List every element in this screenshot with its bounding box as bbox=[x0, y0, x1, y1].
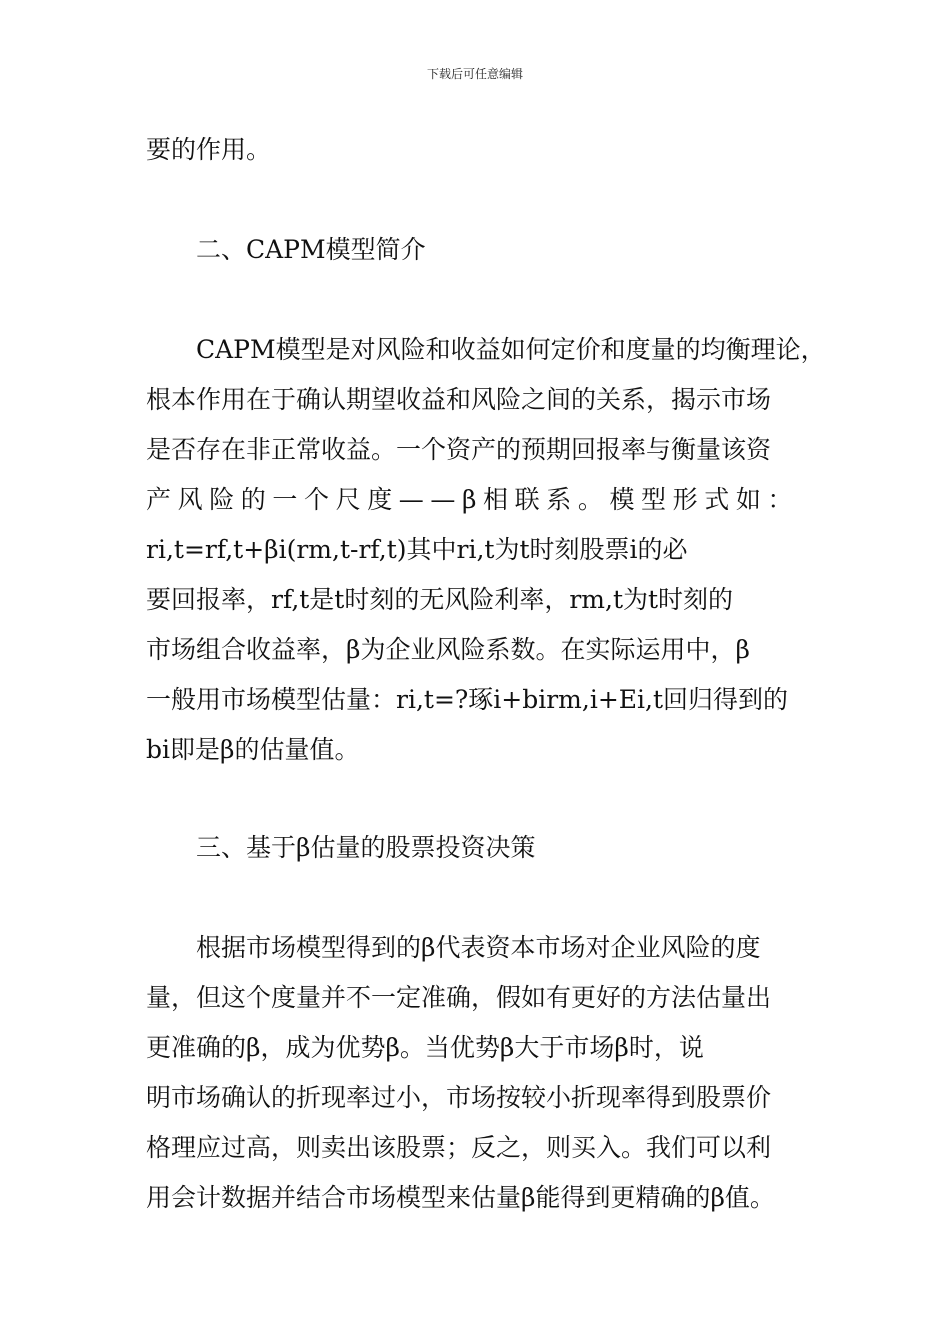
paragraph-line: 根据市场模型得到的β代表资本市场对企业风险的度 bbox=[196, 933, 761, 962]
paragraph-line: bi即是β的估量值。 bbox=[146, 735, 360, 764]
paragraph-line: 明市场确认的折现率过小，市场按较小折现率得到股票价 bbox=[146, 1083, 772, 1112]
section-heading: 二、CAPM模型简介 bbox=[196, 235, 426, 264]
paragraph-line: 格理应过高，则卖出该股票；反之，则买入。我们可以利 bbox=[146, 1133, 772, 1162]
paragraph-line: 要回报率，rf,t是t时刻的无风险利率，rm,t为t时刻的 bbox=[146, 585, 734, 614]
paragraph-line: ri,t=rf,t+βi(rm,t-rf,t)其中ri,t为t时刻股票i的必 bbox=[146, 535, 688, 564]
paragraph-line: 是否存在非正常收益。一个资产的预期回报率与衡量该资 bbox=[146, 435, 772, 464]
paragraph-line: 市场组合收益率，β为企业风险系数。在实际运用中，β bbox=[146, 635, 750, 664]
paragraph-line: CAPM模型是对风险和收益如何定价和度量的均衡理论， bbox=[196, 335, 826, 364]
paragraph-line: 根本作用在于确认期望收益和风险之间的关系，揭示市场 bbox=[146, 385, 772, 414]
page-header-note: 下载后可任意编辑 bbox=[426, 67, 523, 81]
paragraph-line: 量，但这个度量并不一定准确，假如有更好的方法估量出 bbox=[146, 983, 772, 1012]
section-heading: 三、基于β估量的股票投资决策 bbox=[196, 833, 536, 862]
paragraph-line: 更准确的β，成为优势β。当优势β大于市场β时，说 bbox=[146, 1033, 704, 1062]
paragraph-line: 一般用市场模型估量：ri,t=?琢i+birm,i+Ei,t回归得到的 bbox=[146, 685, 789, 714]
paragraph-line: 产风险的一个尺度——β相联系。模型形式如： bbox=[146, 485, 800, 514]
paragraph-line: 用会计数据并结合市场模型来估量β能得到更精确的β值。 bbox=[146, 1183, 775, 1212]
paragraph-line: 要的作用。 bbox=[146, 135, 272, 164]
